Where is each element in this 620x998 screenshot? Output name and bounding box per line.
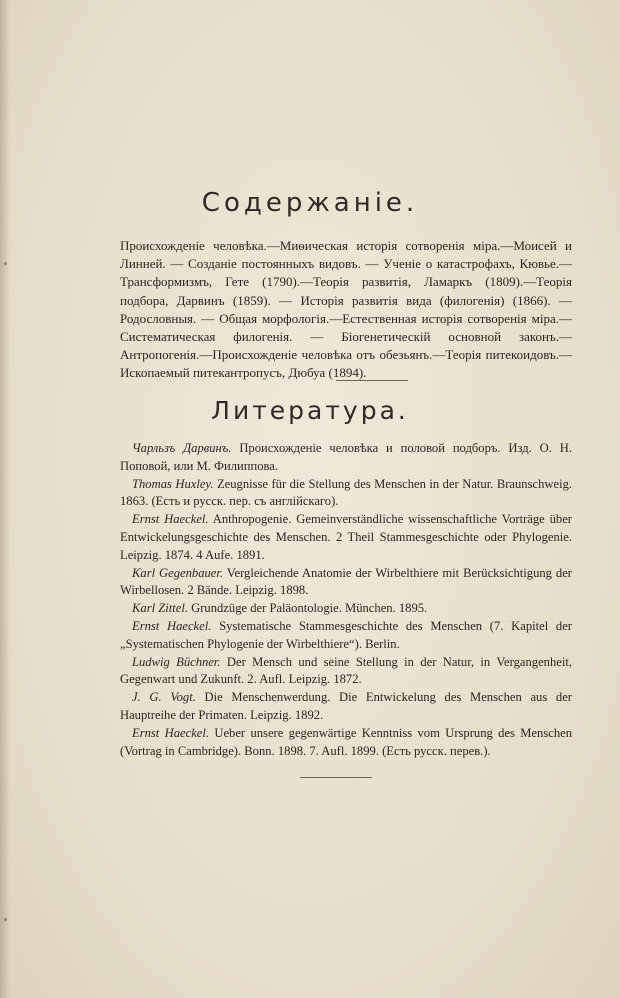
literature-entry <box>120 689 572 725</box>
page-spine-shadow <box>0 0 10 998</box>
literature-entry <box>120 511 572 564</box>
entry-text: Anthropogenie. Gemeinverständliche wissenschaftliche Vorträge über Entwickelungsgeschichte des Menschen. 2 Theil Stammesgeschichte oder Phylogenie. Leipzig. 1874. 4 Aufe. 1891. <box>120 512 572 562</box>
literature-list <box>120 440 572 760</box>
literature-entry <box>120 565 572 601</box>
entry-text: Grundzüge der Paläontologie. München. 1895. <box>187 601 428 616</box>
entry-text: Die Menschenwerdung. Die Entwickelung des Menschen aus der Hauptreihe der Primaten. Leipzig. 1892. <box>120 690 572 722</box>
entry-author: Чарльзъ Дарвинъ. <box>132 441 232 455</box>
paper-speck <box>4 262 7 265</box>
contents-paragraph: Происхожденіе человѣка.—Миѳическая исторія сотворенія міра.—Моисей и Линней. — Созданіе постоянныхъ видовъ. — Ученіе о катастрофахъ, Кювье.—Трансформизмъ, Гете (1790).—Теорія развитія, Ламаркъ (1809).—Теорія подбора, Дарвинъ (1859). — Исторія развитія вида (филогенія) (1866). — Родословныя. — Общая морфологія.—Естественная исторія сотворенія міра.—Систематическая филогенія. — Біогенетическій основной законъ.—Антропогенія.—Происхожденіе человѣка отъ обезьянъ.—Теорія питекоидовъ.—Ископаемый питекантропусъ, Дюбуа (1894). <box>120 238 572 381</box>
entry-text: Zeugnisse für die Stellung des Menschen in der Natur. Braunschweig. 1863. (Есть и русск. пер. съ англійскаго). <box>120 476 573 509</box>
entry-author: J. G. Vogt. <box>132 690 196 705</box>
contents-heading: Содержаніе. <box>201 188 419 218</box>
literature-entry <box>120 618 572 654</box>
entry-author: Ludwig Büchner. <box>132 654 221 669</box>
entry-text: Der Mensch und seine Stellung in der Natur, in Vergangenheit, Gegenwart und Zukunft. 2. Aufl. Leipzig. 1872. <box>120 654 572 687</box>
section-divider <box>336 380 408 381</box>
entry-text: Systematische Stammesgeschichte des Menschen (7. Kapitel der „Systematischen Phylogenie der Wirbelthiere“). Berlin. <box>120 618 572 651</box>
entry-text: Происхожденіе человѣка и половой подборъ. Изд. О. Н. Поповой, или М. Филиппова. <box>120 441 573 473</box>
entry-author: Ernst Haeckel. <box>132 618 212 633</box>
end-divider <box>300 777 372 778</box>
entry-author: Ernst Haeckel. <box>132 512 209 527</box>
literature-entry <box>120 725 572 761</box>
entry-author: Karl Gegenbauer. <box>132 565 224 580</box>
paper-speck <box>4 918 7 921</box>
literature-entry <box>120 440 572 476</box>
entry-text: Ueber unsere gegenwärtige Kenntniss vom Ursprung des Menschen (Vortrag in Cambridge). Bonn. 1898. 7. Aufl. 1899. (Есть русск. перев.). <box>120 725 572 758</box>
entry-author: Ernst Haeckel. <box>132 725 210 740</box>
entry-text: Vergleichende Anatomie der Wirbelthiere mit Berücksichtigung der Wirbellosen. 2 Bände. Leipzig. 1898. <box>120 565 572 598</box>
literature-heading: Литература. <box>211 396 409 425</box>
literature-entry <box>120 476 572 512</box>
literature-entry <box>120 600 572 618</box>
literature-entry <box>120 654 572 690</box>
entry-author: Karl Zittel. <box>132 601 188 616</box>
entry-author: Thomas Huxley. <box>132 476 214 491</box>
